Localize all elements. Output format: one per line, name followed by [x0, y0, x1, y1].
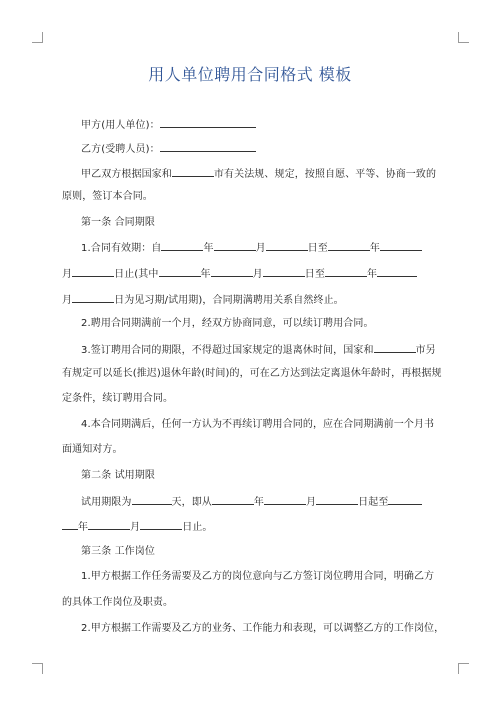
probation-start-month-blank[interactable] [211, 266, 253, 277]
party-b-line: 乙方(受聘人员)： [81, 141, 256, 157]
corner-mark-top-left [32, 32, 43, 43]
party-a-line: 甲方(用人单位)： [81, 117, 256, 133]
trial-end-day-blank[interactable] [140, 519, 182, 530]
probation-end-year-blank[interactable] [325, 266, 367, 277]
item-3-city-blank[interactable] [374, 342, 416, 353]
job-2-line-1: 2.甲方根据工作需要及乙方的业务、工作能力和表现，可以调整乙方的工作岗位， [81, 623, 445, 634]
term-start-day-blank[interactable] [266, 240, 308, 251]
trial-end-year-blank[interactable] [62, 519, 78, 530]
term-end-month-pre-blank[interactable] [380, 240, 422, 251]
job-1-line-1: 1.甲方根据工作任务需要及乙方的岗位意向与乙方签订岗位聘用合同，明确乙方 [81, 571, 435, 582]
corner-mark-bottom-left [32, 663, 43, 674]
party-b-blank[interactable] [160, 141, 256, 152]
trial-end-year-pre-blank[interactable] [388, 494, 422, 505]
party-a-blank[interactable] [160, 117, 256, 128]
article-3-heading: 第三条 工作岗位 [81, 546, 155, 557]
document-title: 用人单位聘用合同格式 模板 [148, 65, 352, 84]
term-line-2: 月 日止(其中 年 月 日至 年 [62, 266, 417, 282]
article-2-heading: 第二条 试用期限 [81, 470, 155, 481]
trial-end-month-blank[interactable] [88, 519, 130, 530]
corner-mark-bottom-right [458, 663, 469, 674]
probation-start-day-blank[interactable] [263, 266, 305, 277]
item-4-line-1: 4.本合同期满后，任何一方认为不再续订聘用合同的，应在合同期满前一个月书 [81, 419, 435, 430]
item-3-line-2: 有规定可以延长(推迟)退休年龄(时间)的，可在乙方达到法定离退休年龄时，再根据规 [62, 368, 442, 379]
corner-mark-top-right [458, 32, 469, 43]
probation-start-year-blank[interactable] [159, 266, 201, 277]
term-line-3: 月 日为见习期/试用期)，合同期满聘用关系自然终止。 [62, 292, 344, 308]
probation-end-month-pre-blank[interactable] [377, 266, 417, 277]
item-3-line-3: 定条件，续订聘用合同。 [62, 393, 174, 404]
item-4-line-2: 面通知对方。 [62, 444, 123, 455]
intro-line-1: 甲乙双方根据国家和 市有关法规、规定，按照自愿、平等、协商一致的 [81, 166, 436, 182]
job-1-line-2: 的具体工作岗位及职责。 [62, 597, 174, 608]
term-end-day-blank[interactable] [72, 266, 114, 277]
trial-days-blank[interactable] [132, 494, 172, 505]
term-start-month-blank[interactable] [214, 240, 256, 251]
trial-start-day-blank[interactable] [316, 494, 358, 505]
city-blank[interactable] [172, 166, 214, 177]
intro-line-2: 原则，签订本合同。 [62, 191, 153, 202]
trial-start-month-blank[interactable] [264, 494, 306, 505]
article-1-heading: 第一条 合同期限 [81, 217, 155, 228]
term-end-year-blank[interactable] [328, 240, 370, 251]
trial-start-year-blank[interactable] [212, 494, 254, 505]
term-start-year-blank[interactable] [161, 240, 203, 251]
trial-line-1: 试用期限为 天，即从 年 月 日起至 [81, 494, 422, 510]
trial-line-2: 年 月 日止。 [62, 519, 213, 535]
term-line-1: 1.合同有效期：自 年 月 日至 年 [81, 240, 422, 256]
probation-end-day-blank[interactable] [72, 292, 114, 303]
item-2: 2.聘用合同期满前一个月，经双方协商同意，可以续订聘用合同。 [81, 318, 374, 329]
item-3-line-1: 3.签订聘用合同的期限，不得超过国家规定的退离休时间，国家和 市另 [81, 342, 436, 358]
